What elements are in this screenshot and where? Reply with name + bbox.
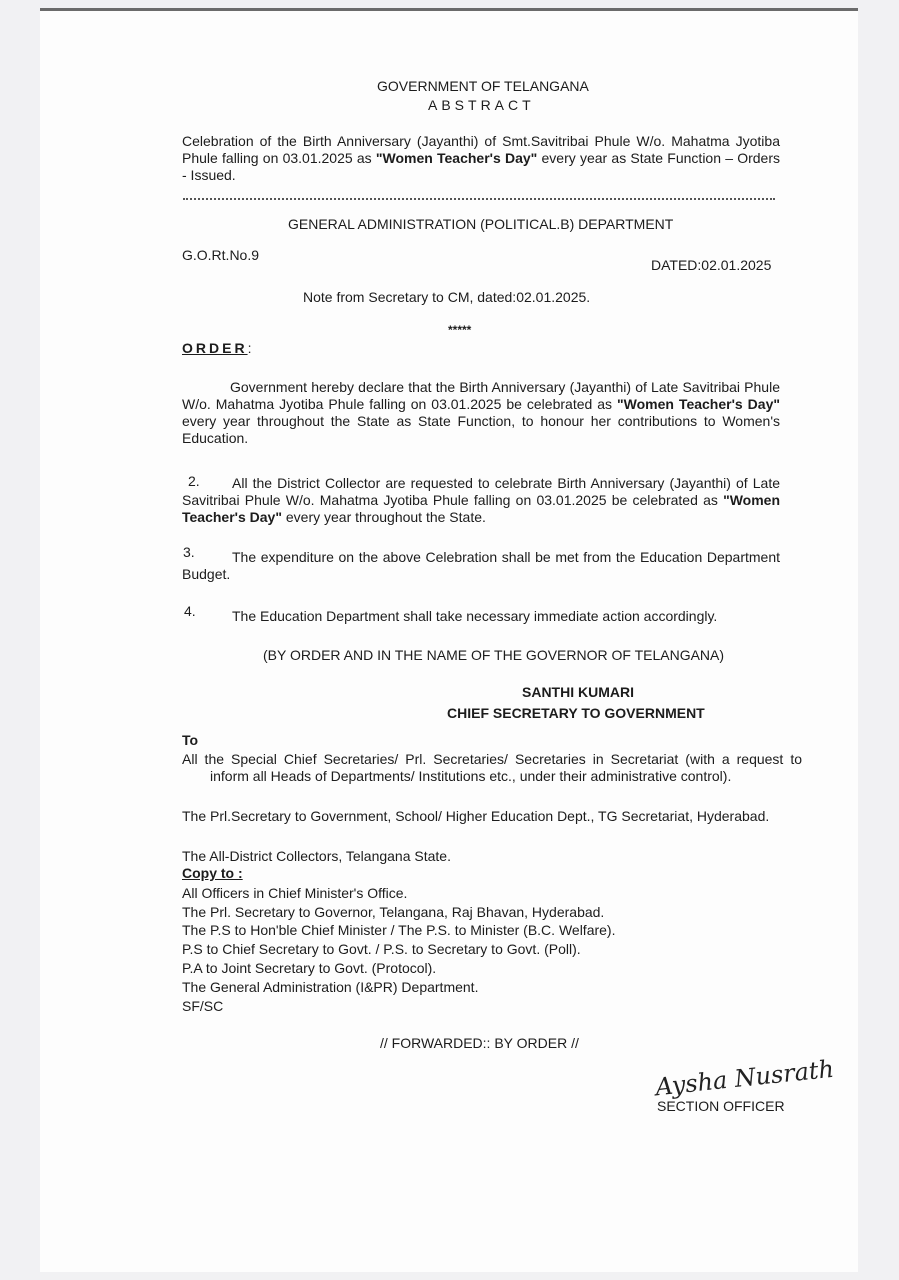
paragraph-4-number: 4. (184, 603, 196, 619)
government-title: GOVERNMENT OF TELANGANA (377, 78, 589, 94)
to-item-3: The All-District Collectors, Telangana State. (182, 848, 451, 864)
subject-text: Celebration of the Birth Anniversary (Jayanthi) of Smt.Savitribai Phule W/o. Mahatma Jyotiba Phule falling on 03.01.2025 as (182, 133, 780, 166)
copy-item-7: SF/SC (182, 998, 224, 1014)
paragraph-2-bold: "Women Teacher's Day" (182, 492, 780, 525)
paragraph-1-bold: "Women Teacher's Day" (617, 396, 780, 412)
go-number: G.O.Rt.No.9 (182, 247, 260, 263)
paragraph-4: The Education Department shall take necessary immediate action accordingly. (232, 608, 718, 624)
page-top-edge (40, 8, 858, 11)
stars-separator: ***** (448, 323, 472, 337)
order-colon: : (247, 340, 252, 356)
copy-item-4: P.S to Chief Secretary to Govt. / P.S. to Secretary to Govt. (Poll). (182, 941, 581, 957)
copy-item-3: The P.S to Hon'ble Chief Minister / The P.S. to Minister (B.C. Welfare). (182, 922, 616, 938)
subject-bold: "Women Teacher's Day" (375, 150, 538, 166)
copy-item-2: The Prl. Secretary to Governor, Telangana, Raj Bhavan, Hyderabad. (182, 904, 605, 920)
subject-text-end: every year as State Function – Orders - Issued. (182, 150, 780, 183)
dotted-divider (183, 198, 775, 200)
section-officer-signature: Aysha Nusrath (654, 1054, 836, 1102)
paragraph-2-number: 2. (188, 473, 200, 489)
paragraph-1-text: Government hereby declare that the Birth Anniversary (Jayanthi) of Late Savitribai Phule W/o. Mahatma Jyotiba Phule falling on 03.01.2025 be celebrated as (182, 379, 780, 412)
paragraph-3-number: 3. (183, 544, 195, 560)
signatory-name: SANTHI KUMARI (522, 684, 634, 700)
paragraph-2-text: All the District Collector are requested to celebrate Birth Anniversary (Jayanthi) of Late Savitribai Phule W/o. Mahatma Jyotiba Phule falling on 03.01.2025 be celebrated as (182, 475, 780, 508)
abstract-title: ABSTRACT (428, 97, 535, 113)
paragraph-3: The expenditure on the above Celebration shall be met from the Education Department Budget. (182, 549, 780, 582)
to-item-1: All the Special Chief Secretaries/ Prl. Secretaries/ Secretaries in Secretariat (with a request to inform all Heads of Departments/ Institutions etc., under their administrative control). (182, 751, 802, 784)
note-reference: Note from Secretary to CM, dated:02.01.2025. (303, 289, 591, 305)
paragraph-2-text-end: every year throughout the State. (281, 509, 486, 525)
signatory-title: CHIEF SECRETARY TO GOVERNMENT (447, 705, 705, 721)
copy-item-1: All Officers in Chief Minister's Office. (182, 885, 408, 901)
copy-item-6: The General Administration (I&PR) Department. (182, 979, 479, 995)
by-order-line: (BY ORDER AND IN THE NAME OF THE GOVERNOR OF TELANGANA) (263, 647, 725, 663)
to-item-2: The Prl.Secretary to Government, School/ Higher Education Dept., TG Secretariat, Hyderabad. (182, 808, 770, 824)
order-heading: ORDER (182, 340, 248, 356)
copy-item-5: P.A to Joint Secretary to Govt. (Protocol). (182, 960, 437, 976)
section-officer-label: SECTION OFFICER (657, 1098, 785, 1114)
subject (182, 133, 780, 184)
dated: DATED:02.01.2025 (651, 257, 772, 273)
department-title: GENERAL ADMINISTRATION (POLITICAL.B) DEPARTMENT (288, 216, 674, 232)
paragraph-1 (182, 379, 780, 447)
paragraph-1-text-end: every year throughout the State as State Function, to honour her contributions to Women's Education. (182, 413, 780, 446)
order-heading-line (182, 340, 251, 357)
to-heading: To (182, 732, 199, 748)
paragraph-2 (182, 475, 780, 526)
copy-to-heading: Copy to : (182, 865, 243, 881)
forwarded-line: // FORWARDED:: BY ORDER // (380, 1035, 579, 1051)
